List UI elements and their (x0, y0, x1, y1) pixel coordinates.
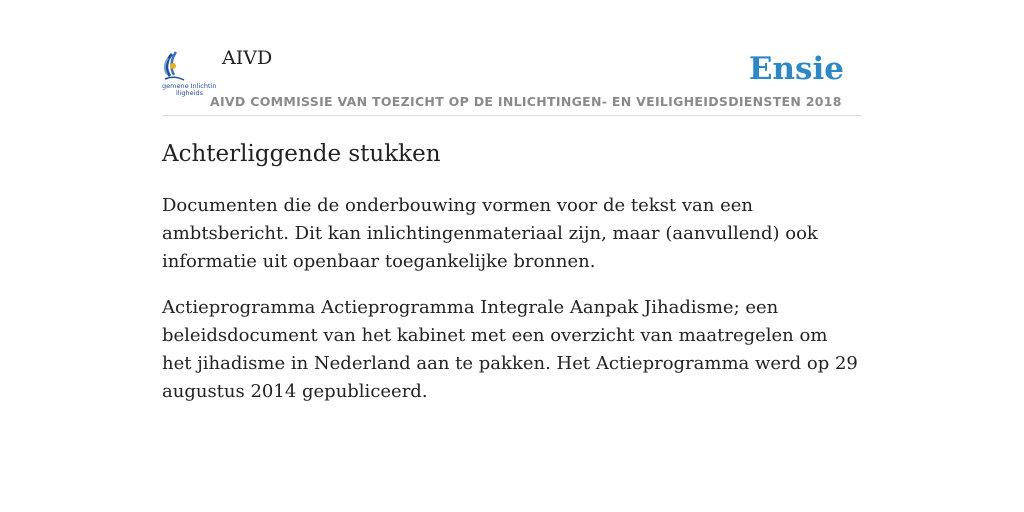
svg-text:lligheids: lligheids (176, 89, 203, 97)
header-divider (162, 115, 862, 116)
svg-text:gemene Inlichtin: gemene Inlichtin (162, 82, 217, 90)
article (162, 138, 862, 406)
page-title: Achterliggende stukken (162, 141, 441, 167)
org-name[interactable]: AIVD (222, 47, 273, 69)
brand-logo[interactable]: Ensie (748, 51, 844, 87)
source-subtitle: AIVD COMMISSIE VAN TOEZICHT OP DE INLICHTINGEN- EN VEILIGHEIDSDIENSTEN 2018 (210, 94, 842, 109)
header (162, 40, 862, 116)
aivd-logo[interactable] (162, 46, 217, 97)
article-paragraph-2: Actieprogramma Actieprogramma Integrale Aanpak Jihadisme; een beleidsdocument van het kabinet met een overzicht van maatregelen om het jihadisme in Nederland aan te pakken. Het Actieprogramma werd op 29 augustus 2014 gepubliceerd. (162, 297, 858, 402)
article-paragraph-1: Documenten die de onderbouwing vormen voor de tekst van een ambtsbericht. Dit kan inlichtingenmateriaal zijn, maar (aanvullend) ook informatie uit openbaar toegankelijke bronnen. (162, 195, 818, 272)
aivd-emblem-icon (162, 46, 217, 97)
